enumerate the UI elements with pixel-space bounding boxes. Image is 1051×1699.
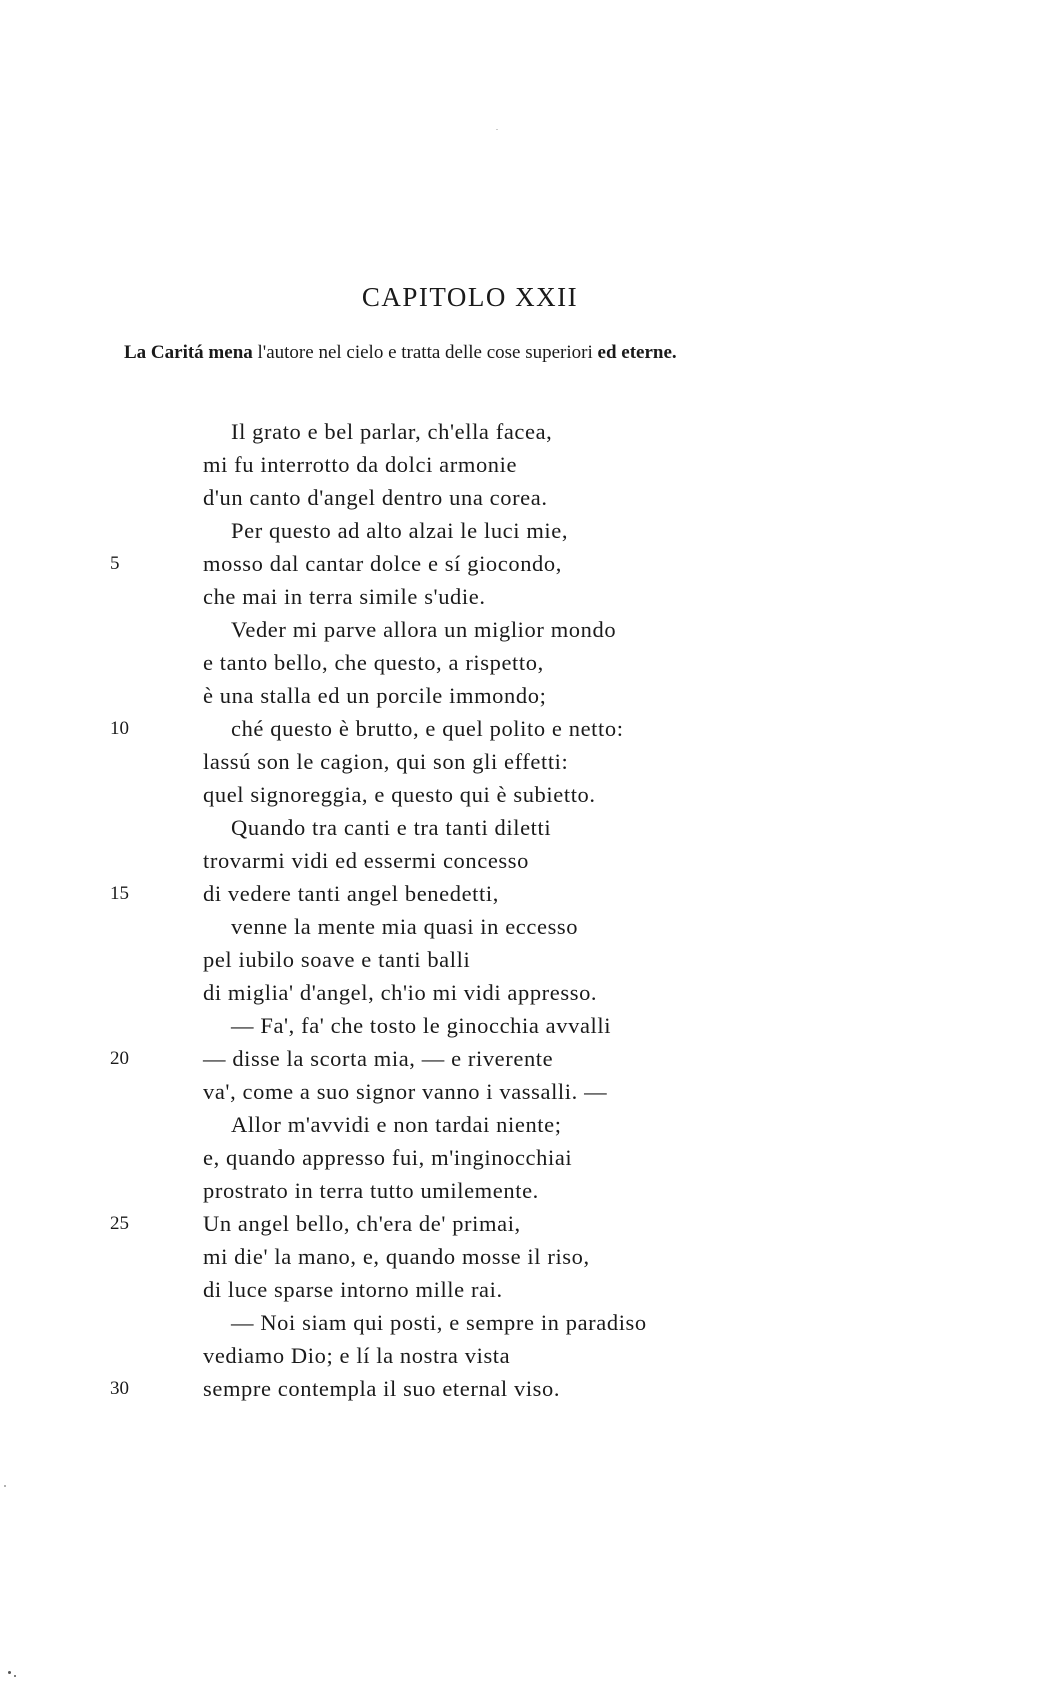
verse-line xyxy=(0,712,1051,745)
verse-line xyxy=(0,976,1051,1009)
verse-list xyxy=(0,415,1051,1405)
verse-text: — Fa', fa' che tosto le ginocchia avvalli xyxy=(231,1013,612,1038)
verse-text: e, quando appresso fui, m'inginocchiai xyxy=(203,1145,573,1170)
verse-line xyxy=(0,943,1051,976)
verse-text: di vedere tanti angel benedetti, xyxy=(203,881,499,906)
verse-text: di miglia' d'angel, ch'io mi vidi appresso. xyxy=(203,980,598,1005)
verse-text: Quando tra canti e tra tanti diletti xyxy=(231,815,552,840)
verse-text: Veder mi parve allora un miglior mondo xyxy=(231,617,617,642)
verse-text: Per questo ad alto alzai le luci mie, xyxy=(231,518,569,543)
verse-text: quel signoreggia, e questo qui è subietto. xyxy=(203,782,596,807)
verse-text: — disse la scorta mia, — e riverente xyxy=(203,1046,554,1071)
line-number: 20 xyxy=(110,1048,129,1069)
argument-bold-start: La Caritá mena xyxy=(124,342,253,363)
scan-speck xyxy=(8,1671,11,1674)
verse-text: mosso dal cantar dolce e sí giocondo, xyxy=(203,551,562,576)
verse-line xyxy=(0,448,1051,481)
verse-text: trovarmi vidi ed essermi concesso xyxy=(203,848,529,873)
line-number: 5 xyxy=(110,553,120,574)
verse-line xyxy=(0,481,1051,514)
chapter-argument xyxy=(124,342,924,364)
line-number: 25 xyxy=(110,1213,129,1234)
verse-text: mi die' la mano, e, quando mosse il riso, xyxy=(203,1244,590,1269)
verse-line xyxy=(0,844,1051,877)
verse-text: Allor m'avvidi e non tardai niente; xyxy=(231,1112,562,1137)
verse-text: sempre contempla il suo eternal viso. xyxy=(203,1376,561,1401)
verse-line xyxy=(0,1141,1051,1174)
verse-line xyxy=(0,415,1051,448)
verse-line xyxy=(0,1339,1051,1372)
line-number: 15 xyxy=(110,883,129,904)
verse-line xyxy=(0,1372,1051,1405)
verse-text: di luce sparse intorno mille rai. xyxy=(203,1277,503,1302)
verse-line xyxy=(0,778,1051,811)
verse-line xyxy=(0,1240,1051,1273)
scan-speck xyxy=(496,129,498,130)
verse-line xyxy=(0,1042,1051,1075)
verse-line xyxy=(0,910,1051,943)
verse-line xyxy=(0,613,1051,646)
verse-line xyxy=(0,1174,1051,1207)
chapter-title: CAPITOLO XXII xyxy=(361,282,579,312)
verse-text: va', come a suo signor vanno i vassalli. — xyxy=(203,1079,608,1104)
scan-speck xyxy=(4,1485,6,1487)
verse-text: venne la mente mia quasi in eccesso xyxy=(231,914,579,939)
verse-line xyxy=(0,514,1051,547)
verse-text: mi fu interrotto da dolci armonie xyxy=(203,452,518,477)
verse-line xyxy=(0,646,1051,679)
verse-text: ché questo è brutto, e quel polito e netto: xyxy=(231,716,624,741)
verse-text: e tanto bello, che questo, a rispetto, xyxy=(203,650,544,675)
verse-text: lassú son le cagion, qui son gli effetti: xyxy=(203,749,569,774)
argument-text: l'autore nel cielo e tratta delle cose superiori xyxy=(252,342,598,363)
verse-line xyxy=(0,580,1051,613)
verse-line xyxy=(0,1207,1051,1240)
verse-line xyxy=(0,745,1051,778)
verse-line xyxy=(0,1009,1051,1042)
verse-line xyxy=(0,1306,1051,1339)
line-number: 10 xyxy=(110,718,129,739)
verse-text: vediamo Dio; e lí la nostra vista xyxy=(203,1343,511,1368)
verse-line xyxy=(0,547,1051,580)
scan-speck xyxy=(14,1675,16,1677)
line-number: 30 xyxy=(110,1378,129,1399)
verse-text: pel iubilo soave e tanti balli xyxy=(203,947,471,972)
verse-line xyxy=(0,811,1051,844)
verse-line xyxy=(0,1273,1051,1306)
verse-line xyxy=(0,1075,1051,1108)
argument-bold-end: ed eterne. xyxy=(597,342,677,363)
verse-text: è una stalla ed un porcile immondo; xyxy=(203,683,547,708)
verse-text: prostrato in terra tutto umilemente. xyxy=(203,1178,539,1203)
verse-line xyxy=(0,877,1051,910)
verse-text: — Noi siam qui posti, e sempre in paradiso xyxy=(231,1310,647,1335)
verse-text: che mai in terra simile s'udie. xyxy=(203,584,486,609)
verse-line xyxy=(0,1108,1051,1141)
verse-text: d'un canto d'angel dentro una corea. xyxy=(203,485,548,510)
verse-text: Un angel bello, ch'era de' primai, xyxy=(203,1211,521,1236)
verse-text: Il grato e bel parlar, ch'ella facea, xyxy=(231,419,553,444)
verse-line xyxy=(0,679,1051,712)
